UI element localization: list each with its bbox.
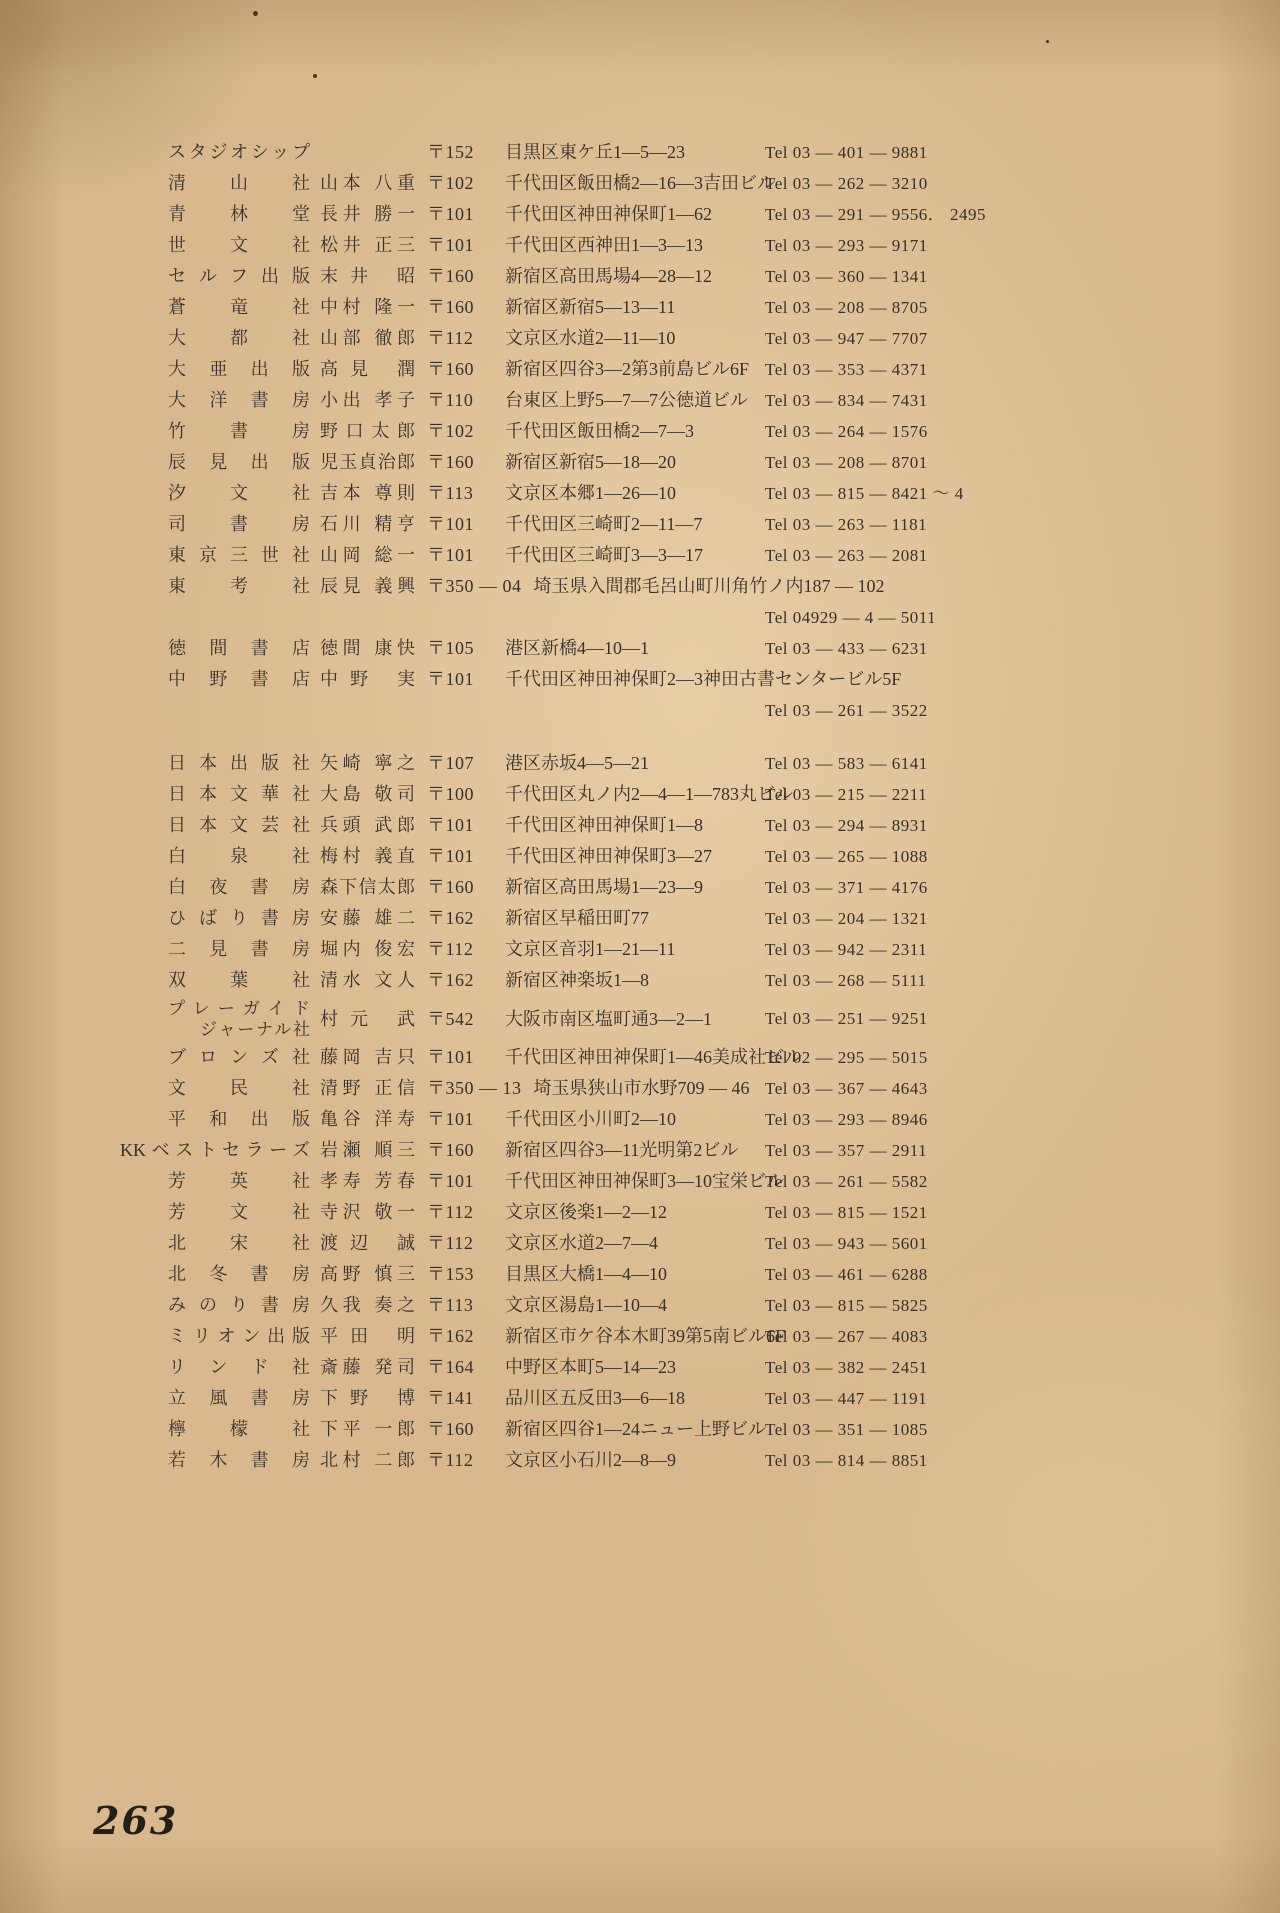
telephone: Tel 02 — 295 — 5015 [765, 1048, 928, 1067]
telephone: Tel 03 — 371 — 4176 [765, 878, 928, 897]
postal-code: 〒162 [427, 908, 474, 928]
representative-name: 安藤 雄二 [320, 908, 415, 928]
address: 千代田区飯田橋2—16—3吉田ビル [505, 173, 775, 193]
publisher-name [120, 841, 310, 872]
publisher-name-line1: 辰見出版 [168, 452, 310, 472]
representative-name: 野口太郎 [320, 421, 415, 441]
postal-code: 〒112 [427, 328, 474, 348]
publisher-name [120, 1352, 310, 1383]
postal-code: 〒101 [427, 235, 474, 255]
representative-name: 矢崎 寧之 [320, 753, 415, 773]
representative-name: 清野 正信 [320, 1078, 415, 1098]
representative-name: 堀内 俊宏 [320, 939, 415, 959]
address: 文京区小石川2—8—9 [505, 1450, 676, 1470]
publisher-name [120, 779, 310, 810]
representative-name: 小出 孝子 [320, 390, 415, 410]
representative-name: 北村 二郎 [320, 1450, 415, 1470]
publisher-name-line1: スタジオシップ [168, 142, 310, 162]
representative-name: 中野 実 [320, 669, 415, 689]
postal-code: 〒164 [427, 1357, 474, 1377]
telephone: Tel 03 — 262 — 3210 [765, 174, 928, 193]
postal-code: 〒101 [427, 545, 474, 565]
telephone: Tel 03 — 267 — 4083 [765, 1327, 928, 1346]
telephone: Tel 03 — 382 — 2451 [765, 1358, 928, 1377]
directory-row [120, 571, 1000, 602]
address: 新宿区高田馬場1—23—9 [505, 877, 703, 897]
publisher-name [120, 416, 310, 447]
publisher-name [120, 965, 310, 996]
publisher-name-line1: 北宋社 [168, 1233, 310, 1253]
telephone: Tel 04929 — 4 — 5011 [765, 608, 937, 627]
directory-row [120, 261, 1000, 292]
directory-row [120, 354, 1000, 385]
address: 新宿区高田馬場4—28—12 [505, 266, 712, 286]
directory-row [120, 137, 1000, 168]
publisher-name-line1: 東考社 [168, 576, 310, 596]
postal-code: 〒102 [427, 421, 474, 441]
publisher-name [120, 137, 310, 168]
postal-code: 〒160 [427, 452, 474, 472]
address: 千代田区神田神保町1—8 [505, 815, 703, 835]
directory-row [120, 664, 1000, 695]
postal-code: 〒160 [427, 1140, 474, 1160]
address: 文京区水道2—7—4 [505, 1233, 658, 1253]
address: 文京区後楽1—2—12 [505, 1202, 667, 1222]
address: 千代田区小川町2—10 [505, 1109, 676, 1129]
publisher-name-line1: 文民社 [168, 1078, 310, 1098]
paper-speck [313, 74, 317, 78]
directory-row [120, 1166, 1000, 1197]
publisher-name-line2: ジャーナル社 [200, 1020, 310, 1039]
directory-row [120, 1073, 1000, 1104]
publisher-name [120, 1321, 310, 1352]
publisher-name [120, 168, 310, 199]
telephone: Tel 03 — 263 — 1181 [765, 515, 928, 534]
representative-name: 下野 博 [320, 1388, 415, 1408]
publisher-name-line1: 日本文華社 [168, 784, 310, 804]
postal-code: 〒141 [427, 1388, 474, 1408]
publisher-name-line1: ブロンズ社 [168, 1047, 310, 1067]
representative-name: 下平 一郎 [320, 1419, 415, 1439]
publisher-name [120, 664, 310, 695]
representative-name: 山部 徹郎 [320, 328, 415, 348]
publisher-name-line1: 平和出版 [168, 1109, 310, 1129]
page-number: 263 [93, 1798, 179, 1843]
publisher-name-line1: 東京三世社 [168, 545, 310, 565]
directory-row [120, 230, 1000, 261]
postal-code: 〒160 [427, 877, 474, 897]
address: 千代田区丸ノ内2—4—1—783丸ビル [505, 784, 793, 804]
representative-name: 平田 明 [320, 1326, 415, 1346]
address: 千代田区神田神保町1—62 [505, 204, 712, 224]
representative-name: 兵頭 武郎 [320, 815, 415, 835]
publisher-name [120, 323, 310, 354]
representative-name: 藤岡 吉只 [320, 1047, 415, 1067]
directory-row [120, 292, 1000, 323]
telephone: Tel 03 — 943 — 5601 [765, 1234, 928, 1253]
telephone: Tel 03 — 947 — 7707 [765, 329, 928, 348]
publisher-name-line1: 竹書房 [168, 421, 310, 441]
postal-code: 〒160 [427, 1419, 474, 1439]
address: 文京区音羽1—21—11 [505, 939, 676, 959]
directory-row [120, 1259, 1000, 1290]
telephone: Tel 03 — 433 — 6231 [765, 639, 928, 658]
postal-code: 〒160 [427, 266, 474, 286]
directory-row [120, 1104, 1000, 1135]
address: 千代田区神田神保町2—3神田古書センタービル5F [505, 669, 902, 689]
publisher-name-line1: 青林堂 [168, 204, 310, 224]
postal-code: 〒542 [427, 1009, 474, 1029]
address: 文京区湯島1—10—4 [505, 1295, 667, 1315]
directory-row [120, 841, 1000, 872]
postal-code: 〒160 [427, 359, 474, 379]
telephone: Tel 03 — 268 — 5111 [765, 971, 927, 990]
publisher-name-line1: 檸檬社 [168, 1419, 310, 1439]
publisher-name [120, 998, 310, 1040]
address: 千代田区三崎町3—3—17 [505, 545, 703, 565]
postal-code: 〒112 [427, 1450, 474, 1470]
telephone: Tel 03 — 251 — 9251 [765, 1009, 928, 1028]
address: 千代田区神田神保町1—46美成社ビル [505, 1047, 802, 1067]
telephone: Tel 03 — 583 — 6141 [765, 754, 928, 773]
representative-name: 孝寿 芳春 [320, 1171, 415, 1191]
publisher-name [120, 1104, 310, 1135]
directory-row [120, 323, 1000, 354]
postal-code: 〒101 [427, 514, 474, 534]
publisher-name-line1: 芳文社 [168, 1202, 310, 1222]
postal-code: 〒101 [427, 669, 474, 689]
address: 埼玉県狭山市水野709 — 46 [533, 1078, 750, 1098]
directory-row [120, 1445, 1000, 1476]
postal-code: 〒101 [427, 1047, 474, 1067]
telephone: Tel 03 — 291 — 9556． 2495 [765, 205, 986, 224]
publisher-name [120, 354, 310, 385]
telephone: Tel 03 — 204 — 1321 [765, 909, 928, 928]
address: 新宿区新宿5—13—11 [505, 297, 676, 317]
directory-row [120, 1197, 1000, 1228]
postal-code: 〒162 [427, 970, 474, 990]
telephone: Tel 03 — 815 — 1521 [765, 1203, 928, 1222]
postal-code: 〒350 — 13 [427, 1078, 522, 1098]
postal-code: 〒105 [427, 638, 474, 658]
address: 新宿区新宿5—18—20 [505, 452, 676, 472]
representative-name: 山本 八重 [320, 173, 415, 193]
directory-row [120, 509, 1000, 540]
representative-name: 高見 潤 [320, 359, 415, 379]
telephone: Tel 03 — 815 — 5825 [765, 1296, 928, 1315]
telephone: Tel 03 — 401 — 9881 [765, 143, 928, 162]
publisher-name [120, 903, 310, 934]
representative-name: 山岡 総一 [320, 545, 415, 565]
publisher-name-line1: 司書房 [168, 514, 310, 534]
publisher-name-line1: 二見書房 [168, 939, 310, 959]
address: 千代田区西神田1—3—13 [505, 235, 703, 255]
publisher-name-line1: 大亜出版 [168, 359, 310, 379]
directory-row [120, 540, 1000, 571]
publisher-name-line1: 日本文芸社 [168, 815, 310, 835]
telephone: Tel 03 — 367 — 4643 [765, 1079, 928, 1098]
publisher-name-line1: ひばり書房 [168, 908, 310, 928]
directory-row [120, 1042, 1000, 1073]
publisher-name-line1: ミリオン出版 [168, 1326, 310, 1346]
address: 港区赤坂4—5—21 [505, 753, 649, 773]
publisher-name-line1: 蒼竜社 [168, 297, 310, 317]
directory-list [120, 137, 1000, 1476]
publisher-name [120, 1228, 310, 1259]
publisher-name [120, 872, 310, 903]
publisher-name [120, 1383, 310, 1414]
publisher-name [120, 478, 310, 509]
publisher-name-line1: プレーガイド [168, 999, 310, 1018]
publisher-name-line1: 白泉社 [168, 846, 310, 866]
publisher-name-line1: KKベストセラーズ [120, 1140, 310, 1160]
address: 新宿区市ケ谷本木町39第5南ビル6F [505, 1326, 786, 1346]
publisher-name [120, 1414, 310, 1445]
paper-speck [253, 11, 258, 16]
representative-name: 児玉貞治郎 [320, 452, 415, 472]
publisher-name [120, 540, 310, 571]
publisher-name [120, 1259, 310, 1290]
publisher-name [120, 633, 310, 664]
telephone: Tel 03 — 461 — 6288 [765, 1265, 928, 1284]
telephone: Tel 03 — 357 — 2911 [765, 1141, 928, 1160]
directory-row [120, 996, 1000, 1042]
publisher-name-line1: 若木書房 [168, 1450, 310, 1470]
publisher-name [120, 447, 310, 478]
representative-name: 村元 武 [320, 1009, 415, 1029]
representative-name: 森下信太郎 [320, 877, 415, 897]
telephone: Tel 03 — 351 — 1085 [765, 1420, 928, 1439]
representative-name: 岩瀬 順三 [320, 1140, 415, 1160]
address: 新宿区四谷1—24ニュー上野ビル [505, 1419, 766, 1439]
address: 千代田区飯田橋2—7—3 [505, 421, 694, 441]
publisher-name [120, 1073, 310, 1104]
publisher-name-line1: 大都社 [168, 328, 310, 348]
representative-name: 清水 文人 [320, 970, 415, 990]
directory-row [120, 810, 1000, 841]
postal-code: 〒112 [427, 1233, 474, 1253]
directory-row [120, 1228, 1000, 1259]
publisher-name-line1: 徳間書店 [168, 638, 310, 658]
publisher-name [120, 748, 310, 779]
postal-code: 〒160 [427, 297, 474, 317]
publisher-name [120, 261, 310, 292]
representative-name: 高野 慎三 [320, 1264, 415, 1284]
telephone: Tel 03 — 265 — 1088 [765, 847, 928, 866]
directory-row [120, 168, 1000, 199]
telephone: Tel 03 — 294 — 8931 [765, 816, 928, 835]
address: 文京区水道2—11—10 [505, 328, 676, 348]
representative-name: 吉本 尊則 [320, 483, 415, 503]
publisher-name-line1: 大洋書房 [168, 390, 310, 410]
directory-row [120, 872, 1000, 903]
postal-code: 〒113 [427, 483, 474, 503]
postal-code: 〒153 [427, 1264, 474, 1284]
address: 港区新橋4—10—1 [505, 638, 649, 658]
telephone: Tel 03 — 815 — 8421 〜 4 [765, 484, 964, 503]
directory-row [120, 1383, 1000, 1414]
address: 中野区本町5—14—23 [505, 1357, 676, 1377]
telephone: Tel 03 — 814 — 8851 [765, 1451, 928, 1470]
telephone: Tel 03 — 353 — 4371 [765, 360, 928, 379]
postal-code: 〒107 [427, 753, 474, 773]
publisher-name [120, 810, 310, 841]
address: 千代田区神田神保町3—27 [505, 846, 712, 866]
address: 品川区五反田3—6—18 [505, 1388, 685, 1408]
publisher-name [120, 292, 310, 323]
tel-continuation-row [120, 602, 1000, 633]
postal-code: 〒110 [427, 390, 474, 410]
address: 新宿区四谷3—2第3前島ビル6F [505, 359, 750, 379]
address: 新宿区神楽坂1—8 [505, 970, 649, 990]
representative-name: 石川 精亨 [320, 514, 415, 534]
address: 大阪市南区塩町通3—2—1 [505, 1009, 712, 1029]
telephone: Tel 03 — 293 — 8946 [765, 1110, 928, 1129]
address: 文京区本郷1—26—10 [505, 483, 676, 503]
postal-code: 〒100 [427, 784, 474, 804]
postal-code: 〒112 [427, 939, 474, 959]
publisher-name-line1: 世文社 [168, 235, 310, 255]
representative-name: 長井 勝一 [320, 204, 415, 224]
representative-name: 久我 奏之 [320, 1295, 415, 1315]
publisher-name-line1: セルフ出版 [168, 266, 310, 286]
publisher-name [120, 509, 310, 540]
publisher-name-line1: みのり書房 [168, 1295, 310, 1315]
telephone: Tel 03 — 263 — 2081 [765, 546, 928, 565]
telephone: Tel 03 — 293 — 9171 [765, 236, 928, 255]
directory-row [120, 1414, 1000, 1445]
representative-name: 大島 敬司 [320, 784, 415, 804]
representative-name: 渡辺 誠 [320, 1233, 415, 1253]
directory-row [120, 1290, 1000, 1321]
publisher-name [120, 1042, 310, 1073]
postal-code: 〒101 [427, 815, 474, 835]
postal-code: 〒162 [427, 1326, 474, 1346]
representative-name: 亀谷 洋寿 [320, 1109, 415, 1129]
publisher-name-line1: 汐文社 [168, 483, 310, 503]
tel-continuation-row [120, 695, 1000, 726]
representative-name: 末井 昭 [320, 266, 415, 286]
directory-row [120, 965, 1000, 996]
directory-row [120, 779, 1000, 810]
directory-row [120, 1321, 1000, 1352]
address: 埼玉県入間郡毛呂山町川角竹ノ内187 — 102 [533, 576, 885, 596]
address: 新宿区四谷3—11光明第2ビル [505, 1140, 739, 1160]
directory-row [120, 1352, 1000, 1383]
publisher-name [120, 1290, 310, 1321]
publisher-name-line1: 清山社 [168, 173, 310, 193]
representative-name: 梅村 義直 [320, 846, 415, 866]
postal-code: 〒350 — 04 [427, 576, 522, 596]
postal-code: 〒113 [427, 1295, 474, 1315]
publisher-name [120, 230, 310, 261]
address: 新宿区早稲田町77 [505, 908, 649, 928]
postal-code: 〒152 [427, 142, 474, 162]
publisher-name-line1: 双葉社 [168, 970, 310, 990]
postal-code: 〒102 [427, 173, 474, 193]
publisher-name [120, 199, 310, 230]
publisher-name [120, 1166, 310, 1197]
publisher-name-line1: 白夜書房 [168, 877, 310, 897]
representative-name: 中村 隆一 [320, 297, 415, 317]
telephone: Tel 03 — 942 — 2311 [765, 940, 928, 959]
telephone: Tel 03 — 447 — 1191 [765, 1389, 928, 1408]
telephone: Tel 03 — 264 — 1576 [765, 422, 928, 441]
directory-row [120, 633, 1000, 664]
address: 千代田区三崎町2—11—7 [505, 514, 703, 534]
publisher-name-line1: 日本出版社 [168, 753, 310, 773]
publisher-name [120, 1135, 310, 1166]
publisher-name [120, 934, 310, 965]
section-gap [120, 726, 1000, 748]
postal-code: 〒101 [427, 204, 474, 224]
publisher-name [120, 571, 310, 602]
telephone: Tel 03 — 208 — 8701 [765, 453, 928, 472]
publisher-name-line1: 北冬書房 [168, 1264, 310, 1284]
representative-name: 辰見 義興 [320, 576, 415, 596]
directory-row [120, 447, 1000, 478]
paper-speck [1046, 40, 1049, 43]
publisher-name [120, 385, 310, 416]
publisher-name [120, 1445, 310, 1476]
publisher-name-line1: 芳英社 [168, 1171, 310, 1191]
representative-name: 松井 正三 [320, 235, 415, 255]
postal-code: 〒101 [427, 1109, 474, 1129]
postal-code: 〒101 [427, 846, 474, 866]
publisher-name-line1: リンド社 [168, 1357, 310, 1377]
telephone: Tel 03 — 208 — 8705 [765, 298, 928, 317]
directory-row [120, 385, 1000, 416]
directory-row [120, 934, 1000, 965]
postal-code: 〒101 [427, 1171, 474, 1191]
directory-row [120, 748, 1000, 779]
directory-row [120, 478, 1000, 509]
telephone: Tel 03 — 261 — 5582 [765, 1172, 928, 1191]
representative-name: 徳間 康快 [320, 638, 415, 658]
address: 千代田区神田神保町3—10宝栄ビル [505, 1171, 784, 1191]
telephone: Tel 03 — 834 — 7431 [765, 391, 928, 410]
address: 目黒区大橋1—4—10 [505, 1264, 667, 1284]
directory-row [120, 903, 1000, 934]
publisher-name-line1: 立風書房 [168, 1388, 310, 1408]
publisher-name [120, 1197, 310, 1228]
address: 目黒区東ケ丘1—5—23 [505, 142, 685, 162]
telephone: Tel 03 — 215 — 2211 [765, 785, 928, 804]
publisher-name-line1: 中野書店 [168, 669, 310, 689]
directory-row [120, 1135, 1000, 1166]
telephone: Tel 03 — 360 — 1341 [765, 267, 928, 286]
representative-name: 寺沢 敬一 [320, 1202, 415, 1222]
directory-row [120, 199, 1000, 230]
address: 台東区上野5—7—7公徳道ビル [505, 390, 748, 410]
postal-code: 〒112 [427, 1202, 474, 1222]
telephone: Tel 03 — 261 — 3522 [765, 701, 928, 720]
representative-name: 斎藤 発司 [320, 1357, 415, 1377]
directory-row [120, 416, 1000, 447]
